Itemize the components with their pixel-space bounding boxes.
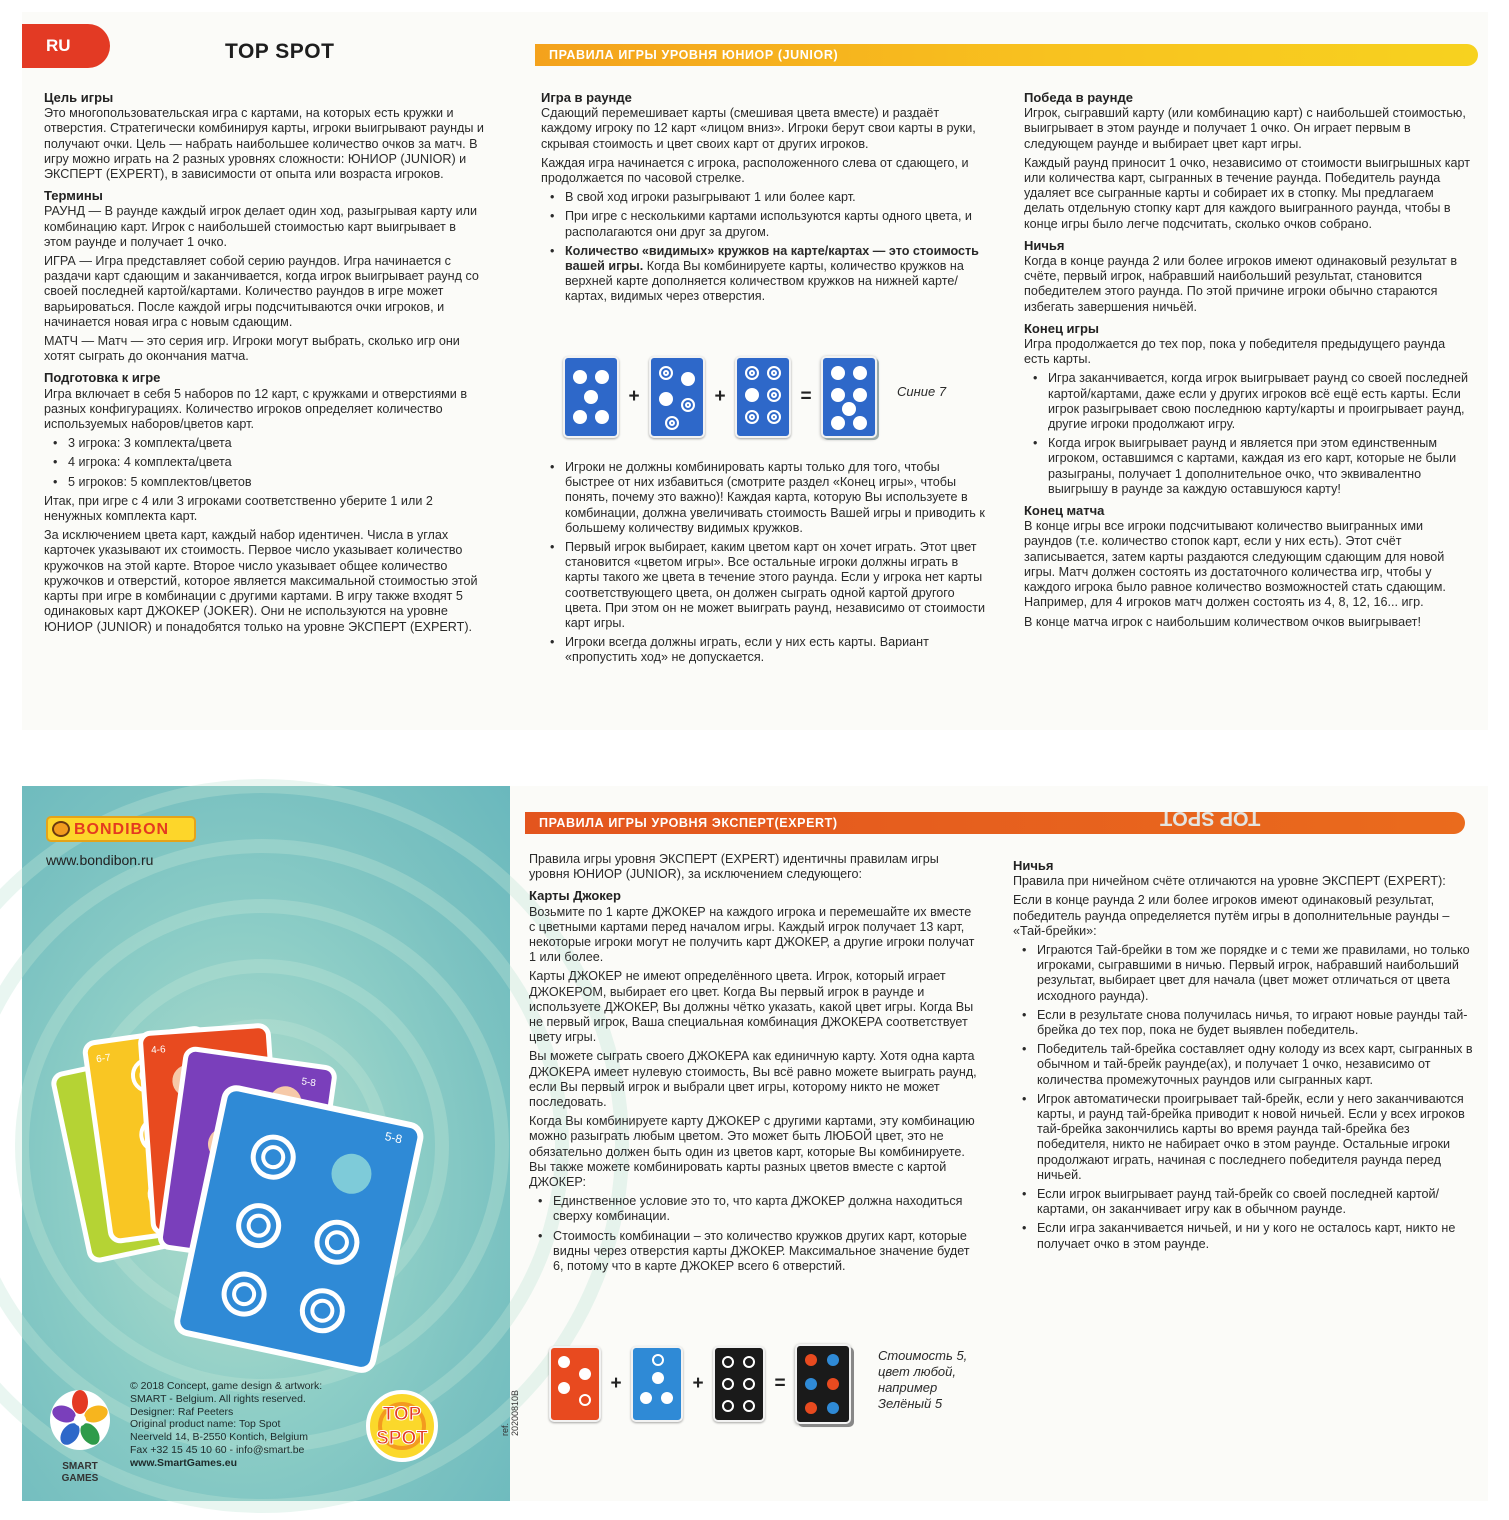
end-list xyxy=(1024,371,1474,497)
plus-sign: + xyxy=(714,386,726,407)
top-spot-logo xyxy=(342,1386,462,1471)
text-start: Каждая игра начинается с игрока, расположенного слева от сдающего, и продолжается по часовой стрелке. xyxy=(541,155,969,186)
column-expert-joker xyxy=(529,852,977,1278)
list-item: • Когда игрок выигрывает раунд и является при этом единственным игроком, оставшимся с картами, каждая из его карт, которые не были разыграны, получает 1 дополнительное очко, что эквивалентно выигрышу в раунде за каждую оставшуюся карту! xyxy=(1024,436,1474,497)
caption-line: например xyxy=(878,1380,938,1395)
blue-card xyxy=(631,1346,683,1422)
list-item: • Если игра заканчивается ничьей, и ни у кого не осталось карт, никто не получает очко в этом раунде. xyxy=(1013,1221,1475,1251)
list-item: • Стоимость комбинации – это количество кружков других карт, которые видны через отверстия карты ДЖОКЕР. Максимальное значение будет 6, потому что в карте ДЖОКЕР всего 6 отверстий. xyxy=(529,1229,977,1275)
list-item: • 3 игрока: 3 комплекта/цвета xyxy=(44,436,486,451)
list-item xyxy=(541,244,991,305)
text-joker4: Когда Вы комбинируете карту ДЖОКЕР с другими картами, эту комбинацию можно разыграть любым цветом. Это может быть ЛЮБОЙ цвет, это не обязательно должен быть один из цветов карт, которые Вы комбинируете. Вы также можете комбинировать карты разных цветов вместе с картой ДЖОКЕР: xyxy=(529,1114,975,1190)
junior-example-caption: Синие 7 xyxy=(897,384,947,399)
rule-rest: Когда Вы комбинируете карты, количество кружков на верхней карте дополняется количеством кружков на нижней карте/картах, видимых через отверстия. xyxy=(565,259,964,304)
setup-list xyxy=(44,436,486,490)
heading-end: Конец игры xyxy=(1024,320,1100,336)
card-number-red: 4-6 xyxy=(150,1044,166,1057)
list-item: • Если игрок выигрывает раунд тай-брейк со своей последней картой/картами, он заканчивает игру как в обычном раунде. xyxy=(1013,1187,1475,1217)
list-item: • При игре с несколькими картами используются карты одного цвета, и располагаются они друг за другом. xyxy=(541,209,991,239)
column-play-continued xyxy=(541,458,991,670)
website-link[interactable]: www.bondibon.ru xyxy=(46,852,154,868)
product-code: ref. 20200810B xyxy=(500,1389,520,1436)
blue-card-1 xyxy=(563,356,619,438)
smart-games-logo xyxy=(46,1386,114,1482)
combined-card xyxy=(821,356,877,438)
list-item: • Если в результате снова получилась ничья, то играют новые раунды тай-брейка до тех пор, пока не будет выявлен победитель. xyxy=(1013,1008,1475,1038)
card-number-blue: 5-8 xyxy=(383,1129,404,1147)
equals-sign: = xyxy=(800,386,812,407)
text-joker3: Вы можете сыграть своего ДЖОКЕРА как единичную карту. Хотя одна карта ДЖОКЕРА имеет нулевую стоимость, Вы всё равно можете выиграть раунд, если Вы первый игрок и выбрали цвет игры, которому никто не может последовать. xyxy=(529,1049,977,1110)
junior-rules-banner: ПРАВИЛА ИГРЫ УРОВНЯ ЮНИОР (JUNIOR) xyxy=(535,44,1478,66)
expert-example xyxy=(549,1344,851,1424)
heading-joker: Карты Джокер xyxy=(529,888,621,904)
text-joker1: Возьмите по 1 карте ДЖОКЕР на каждого игрока и перемешайте их вместе с цветными картами перед началом игры. Каждый игрок получает 13 карт, некоторые игроки могут не получить карт ДЖОКЕР, а другие игроки получат 1 или более. xyxy=(529,904,975,965)
joker-list xyxy=(529,1194,977,1274)
list-item: • 5 игроков: 5 комплектов/цветов xyxy=(44,475,486,490)
heading-terms: Термины xyxy=(44,188,103,204)
combined-joker-card xyxy=(795,1344,851,1424)
text-draw: Когда в конце раунда 2 или более игроков имеют одинаковый результат в счёте, первый игрок, набравший наибольший результат, становится победителем этого раунда. По этой причине игроки обычно стараются избегать завершения ничьёй. xyxy=(1024,254,1458,314)
column-goal-terms xyxy=(44,84,486,639)
bold-rule: Количество «видимых» кружков на карте/картах — это стоимость вашей игры. xyxy=(565,243,979,274)
text-joker2: Карты ДЖОКЕР не имеют определённого цвета. Игрок, который играет ДЖОКЕРОМ, выбирает его цвет. Когда Вы первый игрок в раунде и используете ДЖОКЕР, Вы должны чётко указать, какой цвет игры. Когда Вы не первый игрок, Ваша специальная комбинация ДЖОКЕРА соответствует цвету игры. xyxy=(529,969,974,1045)
heading-goal: Цель игры xyxy=(44,90,114,105)
cover-panel xyxy=(22,786,520,1501)
smart-logo-line: SMART xyxy=(62,1461,98,1472)
text-game: ИГРА — Игра представляет собой серию раундов. Игра начинается с раздачи карт сдающим и заканчивается, когда игрок выигрывает раунд со своей последней картой/картами. Количество раундов в игре может варьироваться. После каждой игры подсчитываются очки игроков, и начинается новая игра с новым сдающим. xyxy=(44,254,479,329)
heading-draw: Ничья xyxy=(1024,237,1065,253)
text-goal: Это многопользовательская игра с картами, на которых есть кружки и отверстия. Стратегически комбинируя карты, игроки выигрывают раунды и получают очки. Цель — набрать наибольшее количество очков за матч. В игру можно играть на 2 разных уровнях сложности: ЮНИОР (JUNIOR) и ЭКСПЕРТ (EXPERT), в зависимости от опыта или возраста игроков. xyxy=(44,106,484,182)
text-setup: Игра включает в себя 5 наборов по 12 карт, с кружками и отверстиями в разных конфигурациях. Количество игроков определяет количество используемых наборов/цветов карт. xyxy=(44,386,468,432)
list-item: • Победитель тай-брейка составляет одну колоду из всех карт, сыгранных в обычном и тай-брейк раунде(ах), и получает 1 очко, независимо от количества промежуточных раундов или сыгранных карт. xyxy=(1013,1042,1475,1088)
list-item: • Играются Тай-брейки в том же порядке и с теми же правилами, но только игроками, сыгравшими в ничью. Первый игрок, набравший наибольший результат, выбирает цвет для начала (цвет может отличаться от цвета исходного раунда). xyxy=(1013,943,1475,1004)
text-end: Игра продолжается до тех пор, пока у победителя предыдущего раунда есть карты. xyxy=(1024,337,1446,367)
heading-match-end: Конец матча xyxy=(1024,503,1105,519)
caption-line: Зелёный 5 xyxy=(878,1396,943,1411)
column-win-end xyxy=(1024,84,1474,634)
copyright-line[interactable]: www.SmartGames.eu xyxy=(130,1456,237,1469)
expert-example-caption xyxy=(878,1348,967,1412)
card-number-purple: 5-8 xyxy=(300,1076,317,1090)
heading-play: Игра в раунде xyxy=(541,90,632,105)
plus-sign: + xyxy=(692,1373,704,1394)
page-title: TOP SPOT xyxy=(225,40,335,63)
column-expert-draw xyxy=(1013,852,1475,1256)
blue-card-2 xyxy=(649,356,705,438)
copyright-line: © 2018 Concept, game design & artwork: xyxy=(130,1380,323,1392)
equals-sign: = xyxy=(774,1373,786,1394)
column-play xyxy=(541,84,991,309)
text-deal: Сдающий перемешивает карты (смешивая цвета вместе) и раздаёт каждому игроку по 12 карт «лицом вниз». Игроки берут свои карты в руки, скрывая стоимость и цвет своих карт от других игроков. xyxy=(541,106,976,151)
copyright-line: Neerveld 14, B-2550 Kontich, Belgium xyxy=(130,1431,309,1444)
plus-sign: + xyxy=(628,386,640,407)
tiebreak-list xyxy=(1013,943,1475,1252)
junior-example xyxy=(563,356,877,438)
heading-setup: Подготовка к игре xyxy=(44,370,161,386)
list-item: • Игрок автоматически проигрывает тай-брейк, если у него заканчиваются карты, и раунд тай-брейка приводит к новой ничьей. Если у всех игроков тай-брейка закончились карты во время раунда тай-брейка без победителя, никто не набирает очко в этом раунде. Остальные игроки продолжают играть, начиная с последнего победителя раунда перед ничьей. xyxy=(1013,1092,1475,1183)
card-number-yellow: 6-7 xyxy=(95,1052,112,1066)
blue-card-3 xyxy=(735,356,791,438)
text-win2: Каждый раунд приносит 1 очко, независимо от стоимости выигрышных карт или количества карт, сыгранных в течение раунда. Победитель раунда удаляет все сыгранные карты и собирает их в стопку. Мы предлагаем делать отдельную стопку карт для каждого выигранного раунда, чтобы в конце игры было легче подсчитать, сколько очков собрано. xyxy=(1024,155,1471,231)
text-draw1: Правила при ничейном счёте отличаются на уровне ЭКСПЕРТ (EXPERT): xyxy=(1013,874,1446,889)
text-win1: Игрок, сыгравший карту (или комбинацию карт) с наибольшей стоимостью, выигрывает в этом раунде и получает 1 очко. Он играет первым в следующем раунде и выбирает цвет карт игры. xyxy=(1024,106,1466,151)
plus-sign: + xyxy=(610,1373,622,1394)
text-match-end: В конце игры все игроки подсчитывают количество выигранных ими раундов (т.е. количество стопок карт, если у них есть). Этот счёт записывается, затем карты раздаются следующим сдающим для новой игры. Матч должен состоять из достаточного количества игр, чтобы у каждого игрока было равное количество возможностей стать сдающим. Например, для 4 игроков матч должен состоять из 4, 8, 12, 16... игр. xyxy=(1024,519,1446,610)
list-item: • Первый игрок выбирает, каким цветом карт он хочет играть. Этот цвет становится «цветом игры». Все остальные игроки должны играть в карты такого же цвета в течение этого раунда. Если у игрока нет карты соответствующего цвета, он должен сыграть одной картой другого цвета. При этом он не может выиграть раунд, независимо от стоимости карт игры. xyxy=(541,540,991,631)
text-remove: Итак, при игре с 4 или 3 игроками соответственно уберите 1 или 2 ненужных комплекта карт. xyxy=(44,493,433,524)
caption-line: цвет любой, xyxy=(878,1364,956,1379)
language-badge: RU xyxy=(22,24,110,68)
text-expert-intro: Правила игры уровня ЭКСПЕРТ (EXPERT) идентичны правилам игры уровня ЮНИОР (JUNIOR), за исключением следующего: xyxy=(529,852,939,882)
top-spot-word: TOP xyxy=(382,1404,422,1425)
text-round: РАУНД — В раунде каждый игрок делает один ход, разыгрывая карту или комбинацию карт. Игрок с наибольшей стоимостью карт выигрывает в этом раунде и получает 1 очко. xyxy=(44,204,478,249)
caption-line: Стоимость 5, xyxy=(878,1348,968,1363)
play-list-continued xyxy=(541,460,991,666)
play-list xyxy=(541,190,991,304)
joker-card xyxy=(713,1346,765,1422)
heading-win: Победа в раунде xyxy=(1024,90,1133,105)
text-cards: За исключением цвета карт, каждый набор идентичен. Числа в углах карточек указывают их стоимость. Первое число указывает количество кружочков на этой карте. Второе число указывает общее количество кружочков и отверстий, которое является максимальной стоимостью этой карты при игре в комбинации с другими картами. В игру также входят 5 одинаковых карт ДЖОКЕР (JOKER). Они не используются на уровне ЮНИОР (JUNIOR) и понадобятся только на уровне ЭКСПЕРТ (EXPERT). xyxy=(44,528,478,634)
heading-expert-draw: Ничья xyxy=(1013,858,1054,873)
list-item: • Игроки всегда должны играть, если у них есть карты. Вариант «пропустить ход» не допускается. xyxy=(541,635,991,665)
smart-logo-line: GAMES xyxy=(61,1473,99,1484)
top-spot-word: SPOT xyxy=(376,1428,428,1449)
top-spot-logo-art xyxy=(342,1386,462,1466)
mirrored-title: TOP SPOT xyxy=(1160,807,1261,829)
list-item: • 4 игрока: 4 комплекта/цвета xyxy=(44,455,486,470)
bondibon-logo: BONDIBON xyxy=(46,816,196,842)
expert-rules-banner: ПРАВИЛА ИГРЫ УРОВНЯ ЭКСПЕРТ(EXPERT) xyxy=(525,812,1465,834)
smart-games-flower-icon xyxy=(46,1386,114,1456)
list-item: • Единственное условие это то, что карта ДЖОКЕР должна находиться сверху комбинации. xyxy=(529,1194,977,1224)
text-match: МАТЧ — Матч — это серия игр. Игроки могут выбрать, сколько игр они хотят сыграть до окончания матча. xyxy=(44,334,460,364)
red-card xyxy=(549,1346,601,1422)
copyright-block xyxy=(130,1380,322,1470)
list-item: • Игра заканчивается, когда игрок выигрывает раунд со своей последней картой/картами, даже если у других игроков всё ещё есть карты. Если игрок разыгрывает свою последнюю карту/карты и проигрывает раунд, другие игроки продолжают игру. xyxy=(1024,371,1474,432)
text-match-win: В конце матча игрок с наибольшим количеством очков выигрывает! xyxy=(1024,614,1421,629)
list-item: • В свой ход игроки разыгрывают 1 или более карт. xyxy=(541,190,991,205)
copyright-line: Designer: Raf Peeters xyxy=(130,1405,234,1418)
copyright-line: SMART - Belgium. All rights reserved. xyxy=(130,1392,306,1405)
copyright-line: Original product name: Top Spot xyxy=(130,1418,281,1431)
text-draw2: Если в конце раунда 2 или более игроков имеют одинаковый результат, победитель раунда определяется путём игры в дополнительные раунды – «Тай-брейки»: xyxy=(1013,893,1450,938)
copyright-line: Fax +32 15 45 10 60 - info@smart.be xyxy=(130,1443,305,1456)
list-item: • Игроки не должны комбинировать карты только для того, чтобы быстрее от них избавиться (смотрите раздел «Конец игры», чтобы понять, почему это важно)! Каждая карта, которую Вы используете в комбинации, должна увеличивать стоимость Вашей игры и приводить к большему количеству видимых кружков. xyxy=(541,460,991,536)
